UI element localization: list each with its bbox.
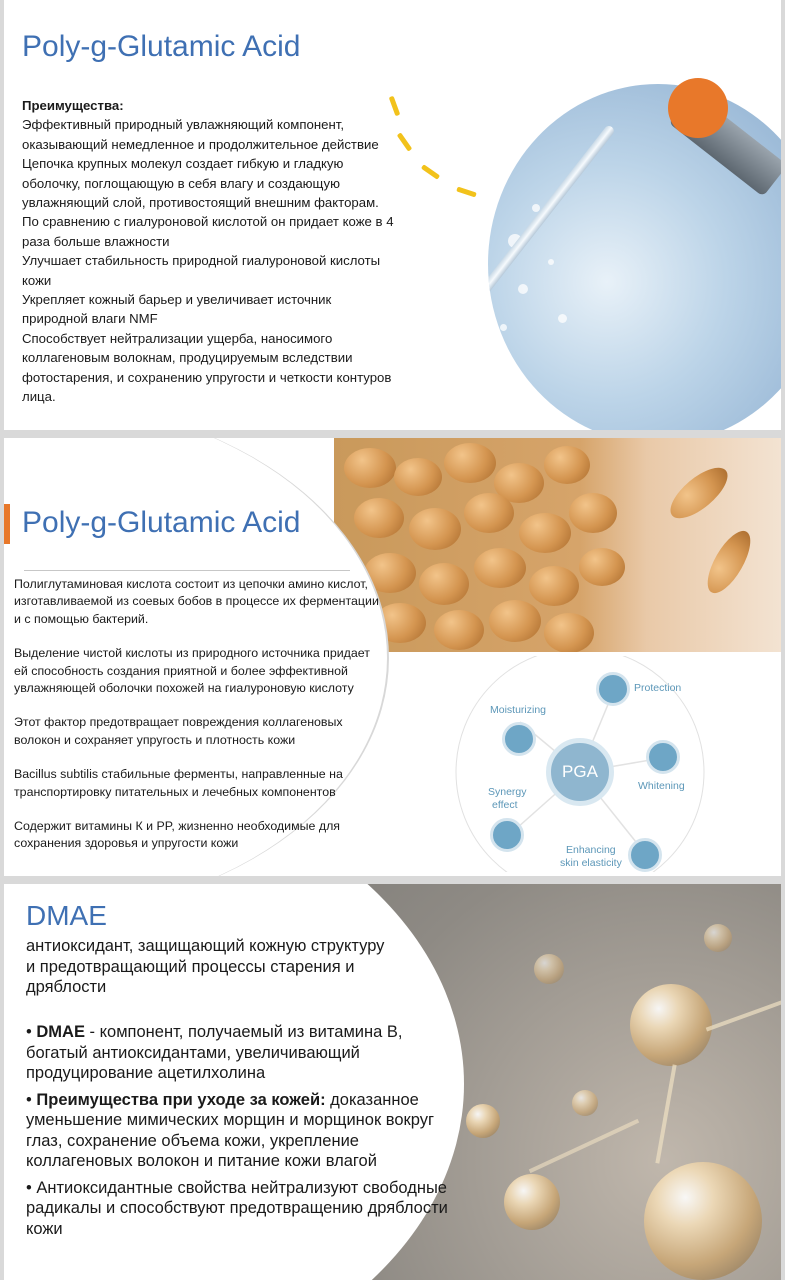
list-item: • Преимущества при уходе за кожей: доказанное уменьшение мимических морщин и морщинок вокруг глаз, сохранение объема кожи, укрепление коллагеновых волокон и питание кожи влагой	[26, 1090, 435, 1170]
protection-label: Protection	[634, 682, 682, 694]
text-line: Укрепляет кожный барьер и увеличивает источник	[22, 292, 332, 308]
item-text: доказанное уменьшение мимических морщин и морщинок вокруг глаз, сохранение объема кожи, укрепление коллагеновых волокон и питание кожи влагой	[26, 1090, 435, 1170]
list-item: • DMAE - компонент, получаемый из витамина В, богатый антиоксидантами, увеличивающий продуцирование ацетилхолина	[26, 1023, 403, 1082]
text-line: Эффективный природный увлажняющий компонент,	[22, 117, 344, 133]
pga-center-circle	[546, 738, 614, 806]
moisturizing-icon	[502, 722, 536, 756]
description-text	[14, 576, 380, 870]
elasticity-icon	[628, 838, 662, 872]
item-bold: Преимущества при уходе за кожей:	[36, 1090, 326, 1109]
text-line: увлажняющий слой, противостоящий внешним факторам.	[22, 195, 379, 211]
orange-accent-bar	[4, 504, 10, 544]
item-text: - компонент, получаемый из витамина В, богатый антиоксидантами, увеличивающий продуцирование ацетилхолина	[26, 1023, 403, 1082]
protection-icon	[596, 672, 630, 706]
benefits-text	[22, 96, 462, 407]
paragraph: Bacillus subtilis стабильные ферменты, направленные на транспортировку питательных и лечебных компонентов	[14, 767, 343, 799]
slide-pga-benefits	[4, 0, 781, 430]
soybeans-photo	[334, 438, 781, 652]
paragraph: Полиглутаминовая кислота состоит из цепочки амино кислот, изготавливаемой из соевых бобов в процессе их ферментации и с помощью бактерий.	[14, 577, 379, 626]
item-bold: DMAE	[36, 1023, 85, 1041]
pga-center-label: PGA	[562, 762, 598, 781]
text-line: коллагеновым волокнам, продуцируемым вследствии	[22, 350, 353, 366]
moisturizing-label: Moisturizing	[490, 704, 547, 716]
text-line: оболочку, поглощающую в себя влагу и создающую	[22, 175, 341, 191]
synergy-label-2: effect	[492, 799, 518, 811]
list-item: • Антиоксидантные свойства нейтрализуют свободные радикалы и способствуют предотвращению дряблости кожи	[26, 1178, 448, 1238]
benefits-heading: Преимущества:	[22, 98, 124, 113]
text-line: Улучшает стабильность природной гиалуроновой кислоты	[22, 253, 381, 269]
synergy-label-1: Synergy	[488, 786, 527, 798]
orange-dot-decoration	[668, 78, 728, 138]
paragraph: Содержит витамины К и PP, жизненно необходимые для сохранения здоровья и упругости кожи	[14, 819, 341, 851]
whitening-label: Whitening	[638, 780, 685, 792]
text-line: раза больше влажности	[22, 233, 170, 249]
whitening-icon	[646, 740, 680, 774]
slide-pga-description	[4, 438, 781, 876]
enhancing-label-2: skin elasticity	[560, 857, 622, 869]
text-line: природной влаги NMF	[22, 311, 158, 327]
text-line: кожи	[22, 272, 52, 288]
slide-title: DMAE	[26, 900, 107, 931]
serum-dropper-photo	[488, 84, 781, 430]
text-line: Цепочка крупных молекул создает гибкую и гладкую	[22, 156, 344, 172]
text-line: оказывающий немедленное и продолжительное действие	[22, 136, 379, 152]
text-line: фотостарения, и сохранению упругости и четкости контуров	[22, 369, 392, 385]
item-text: Антиоксидантные свойства нейтрализуют свободные радикалы и способствуют предотвращению дряблости кожи	[26, 1178, 448, 1238]
text-line: Способствует нейтрализации ущерба, наносимого	[22, 330, 333, 346]
dmae-bullet-list	[26, 1022, 466, 1245]
dmae-subtitle: антиоксидант, защищающий кожную структуру и предотвращающий процессы старения и дряблости	[26, 937, 385, 996]
synergy-icon	[490, 818, 524, 852]
text-line: По сравнению с гиалуроновой кислотой он придает коже в 4	[22, 214, 394, 230]
paragraph: Этот фактор предотвращает повреждения коллагеновых волокон и сохраняет упругость и плотность кожи	[14, 715, 343, 747]
title-divider	[24, 570, 350, 571]
text-line: лица.	[22, 389, 56, 405]
slide-title: Poly-g-Glutamic Acid	[22, 506, 301, 539]
paragraph: Выделение чистой кислоты из природного источника придает ей способность создания приятной и более эффективной увлажняющей оболочки похожей на гиалуроновую кислоту	[14, 646, 370, 696]
enhancing-label-1: Enhancing	[566, 844, 616, 856]
slide-title: Poly-g-Glutamic Acid	[22, 30, 301, 63]
pga-benefits-diagram	[452, 656, 752, 872]
slide-dmae	[4, 884, 781, 1280]
